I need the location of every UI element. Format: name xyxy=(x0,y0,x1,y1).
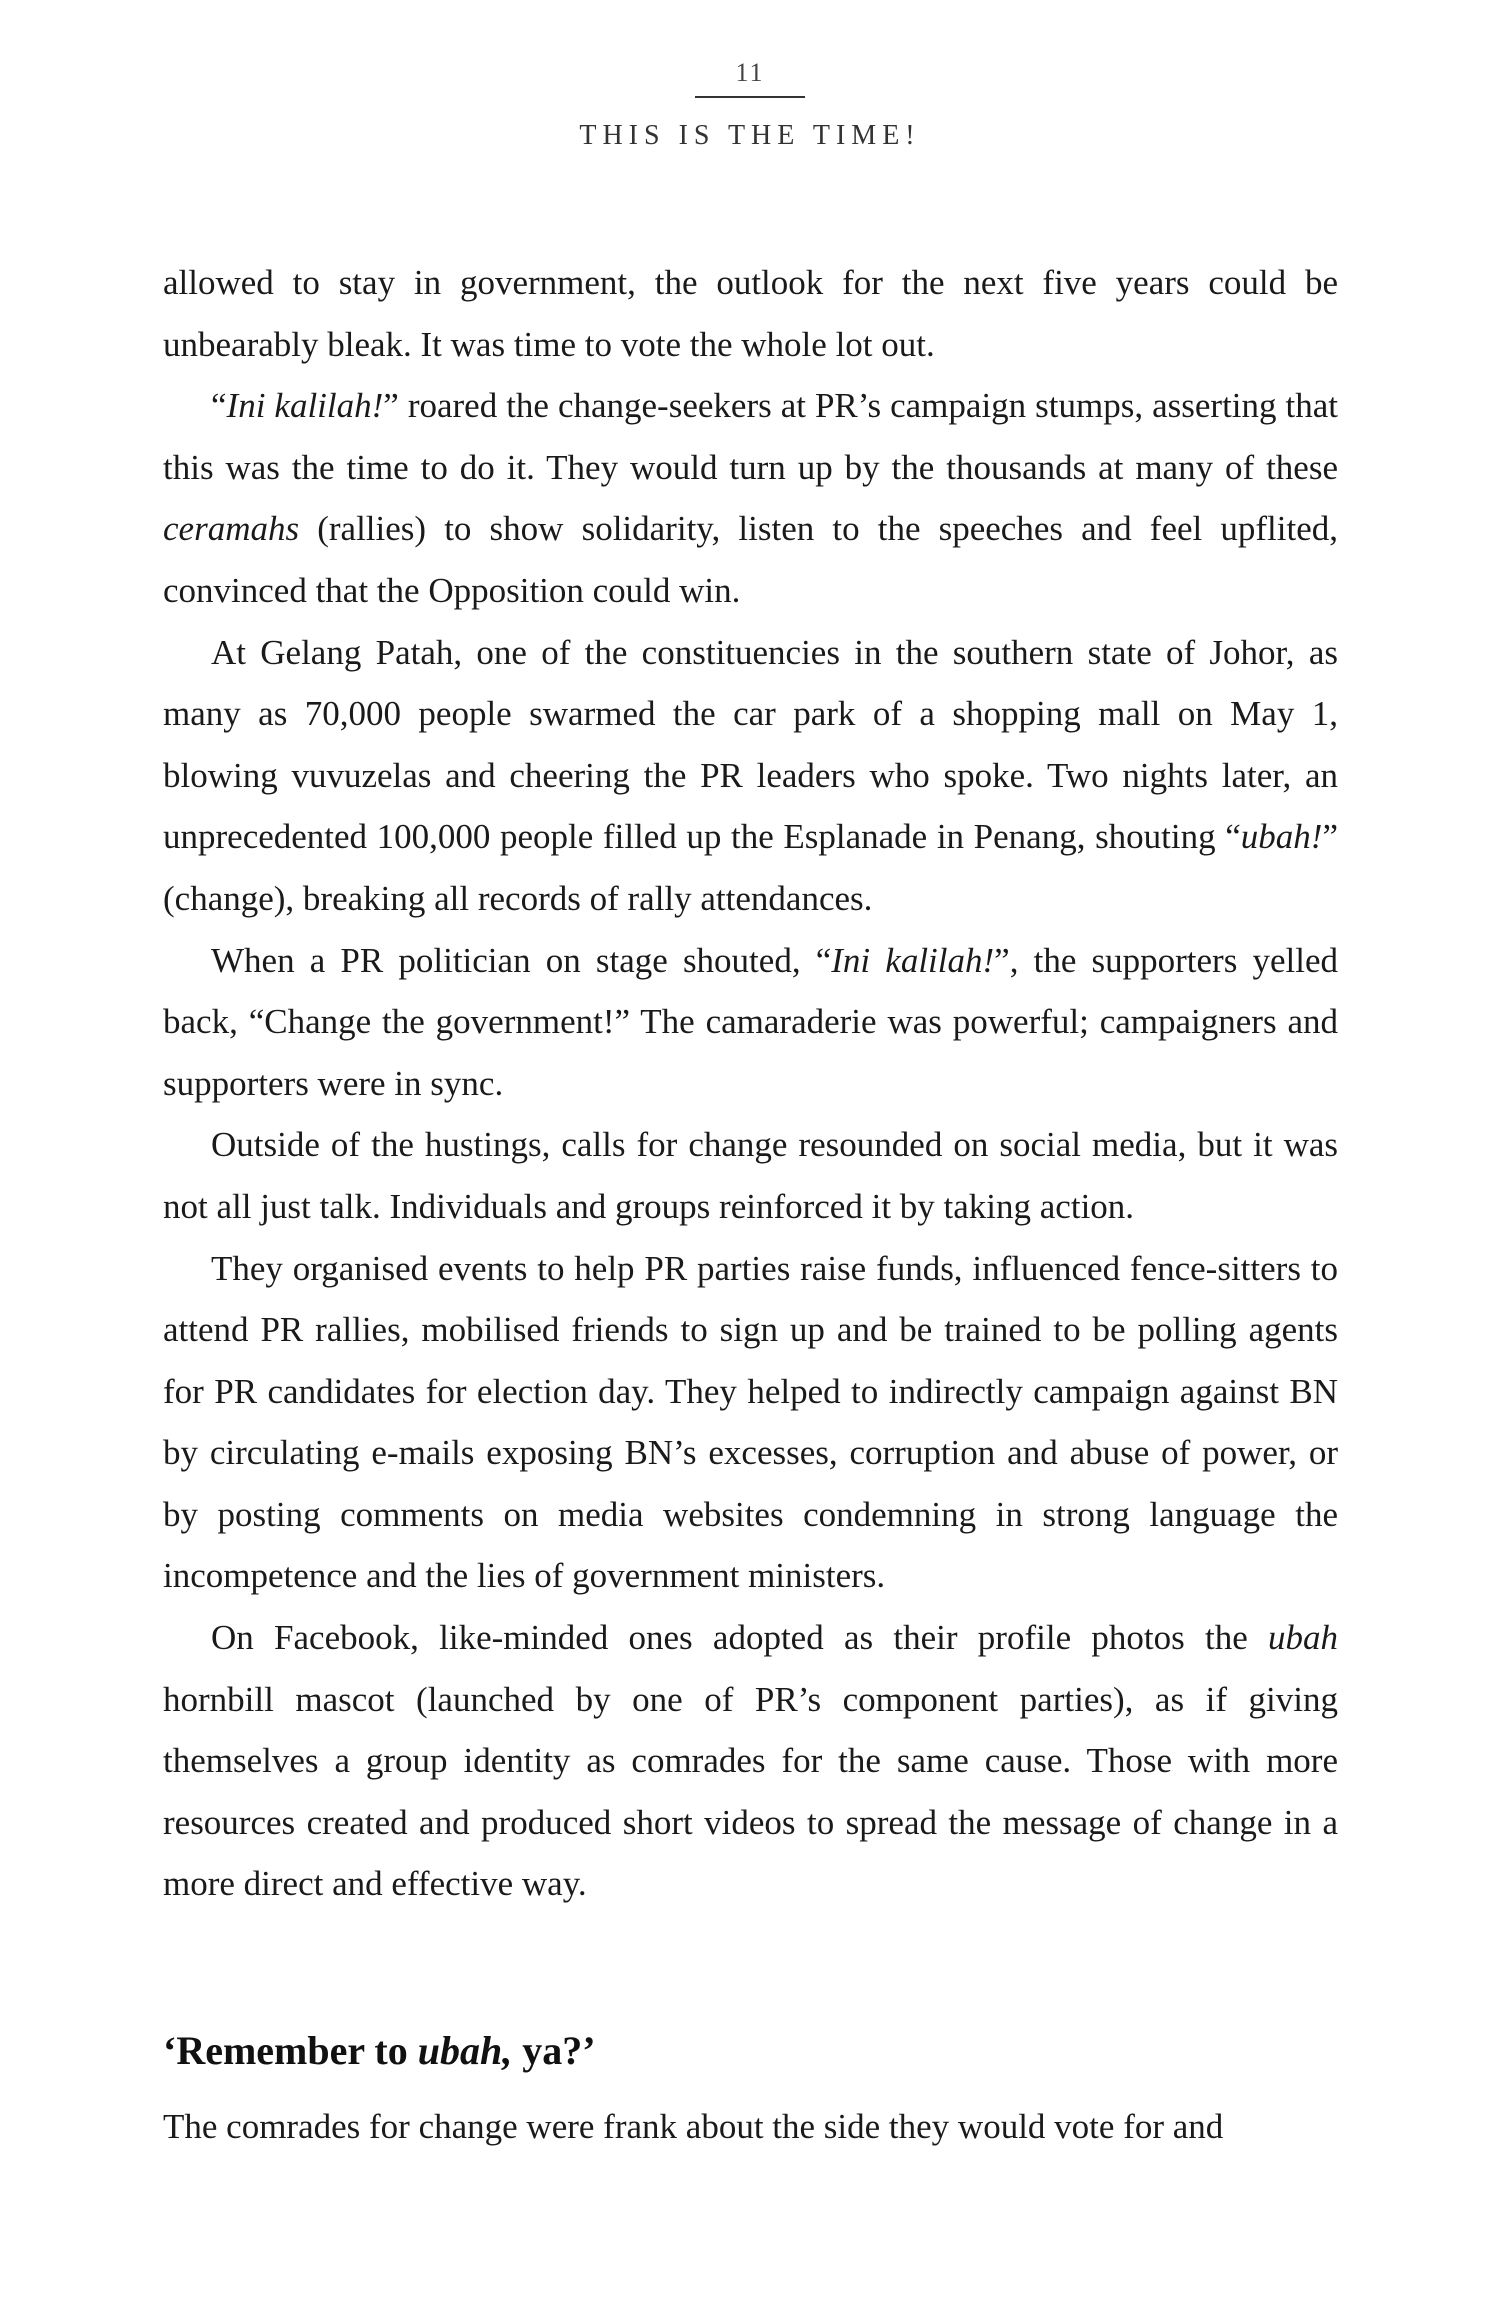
italic-run: ubah! xyxy=(1240,817,1323,857)
italic-run: ubah xyxy=(1268,1618,1338,1658)
header-rule xyxy=(695,96,805,98)
text-run: allowed to stay in government, the outlook for the next five years could be unbearably bleak. It was time to vote the whole lot out. xyxy=(163,263,1338,364)
text-run: They organised events to help PR parties raise funds, influenced fence-sitters to attend PR rallies, mobilised friends to sign up and be trained to be polling agents for PR candidates for election day. They helped to indirectly campaign against BN by circulating e-mails exposing BN’s excesses, corruption and abuse of power, or by posting comments on media websites condemning in strong language the incompetence and the lies of government ministers. xyxy=(163,1248,1338,1596)
italic-run: Ini kalilah! xyxy=(226,386,384,426)
paragraph xyxy=(163,622,1338,930)
text-run: When a PR politician on stage shouted, “ xyxy=(211,940,832,980)
body-text xyxy=(163,252,1338,1915)
text-run: “ xyxy=(211,386,227,426)
paragraph xyxy=(163,1238,1338,1608)
text-run: ” roared the change-seekers at PR’s campaign stumps, asserting that this was the time to do it. They would turn up by the thousands at many of these xyxy=(163,386,1338,487)
text-run: ” (change), breaking all records of rally attendances. xyxy=(163,817,1338,918)
paragraph xyxy=(163,252,1338,375)
section-subheading xyxy=(163,2027,596,2074)
paragraph xyxy=(163,375,1338,621)
tail-line: The comrades for change were frank about the side they would vote for and xyxy=(163,2107,1224,2146)
italic-run: Ini kalilah! xyxy=(831,940,995,980)
running-head: THIS IS THE TIME! xyxy=(579,120,921,151)
text-run: Outside of the hustings, calls for change resounded on social media, but it was not all just talk. Individuals and groups reinforced it by taking action. xyxy=(163,1125,1338,1226)
text-run: hornbill mascot (launched by one of PR’s component parties), as if giving themselves a group identity as comrades for the same cause. Those with more resources created and produced short videos to spread the message of change in a more direct and effective way. xyxy=(163,1679,1338,1904)
italic-run: ceramahs xyxy=(163,509,300,549)
paragraph xyxy=(163,1114,1338,1237)
text-run: (rallies) to show solidarity, listen to the speeches and feel upflited, convinced that the Opposition could win. xyxy=(163,509,1338,610)
text-run: At Gelang Patah, one of the constituencies in the southern state of Johor, as many as 70,000 people swarmed the car park of a shopping mall on May 1, blowing vuvuzelas and cheering the PR leaders who spoke. Two nights later, an unprecedented 100,000 people filled up the Esplanade in Penang, shouting “ xyxy=(163,632,1338,857)
subheading-after: ya?’ xyxy=(512,2028,596,2073)
subheading-before: ‘Remember to xyxy=(163,2028,418,2073)
paragraph xyxy=(163,1607,1338,1915)
page-number: 11 xyxy=(735,58,765,87)
text-run: ”, the supporters yelled back, “Change the government!” The camaraderie was powerful; campaigners and supporters were in sync. xyxy=(163,940,1339,1103)
paragraph xyxy=(163,930,1338,1115)
text-run: On Facebook, like-minded ones adopted as their profile photos the xyxy=(211,1618,1268,1658)
subheading-italic: ubah, xyxy=(417,2028,513,2073)
